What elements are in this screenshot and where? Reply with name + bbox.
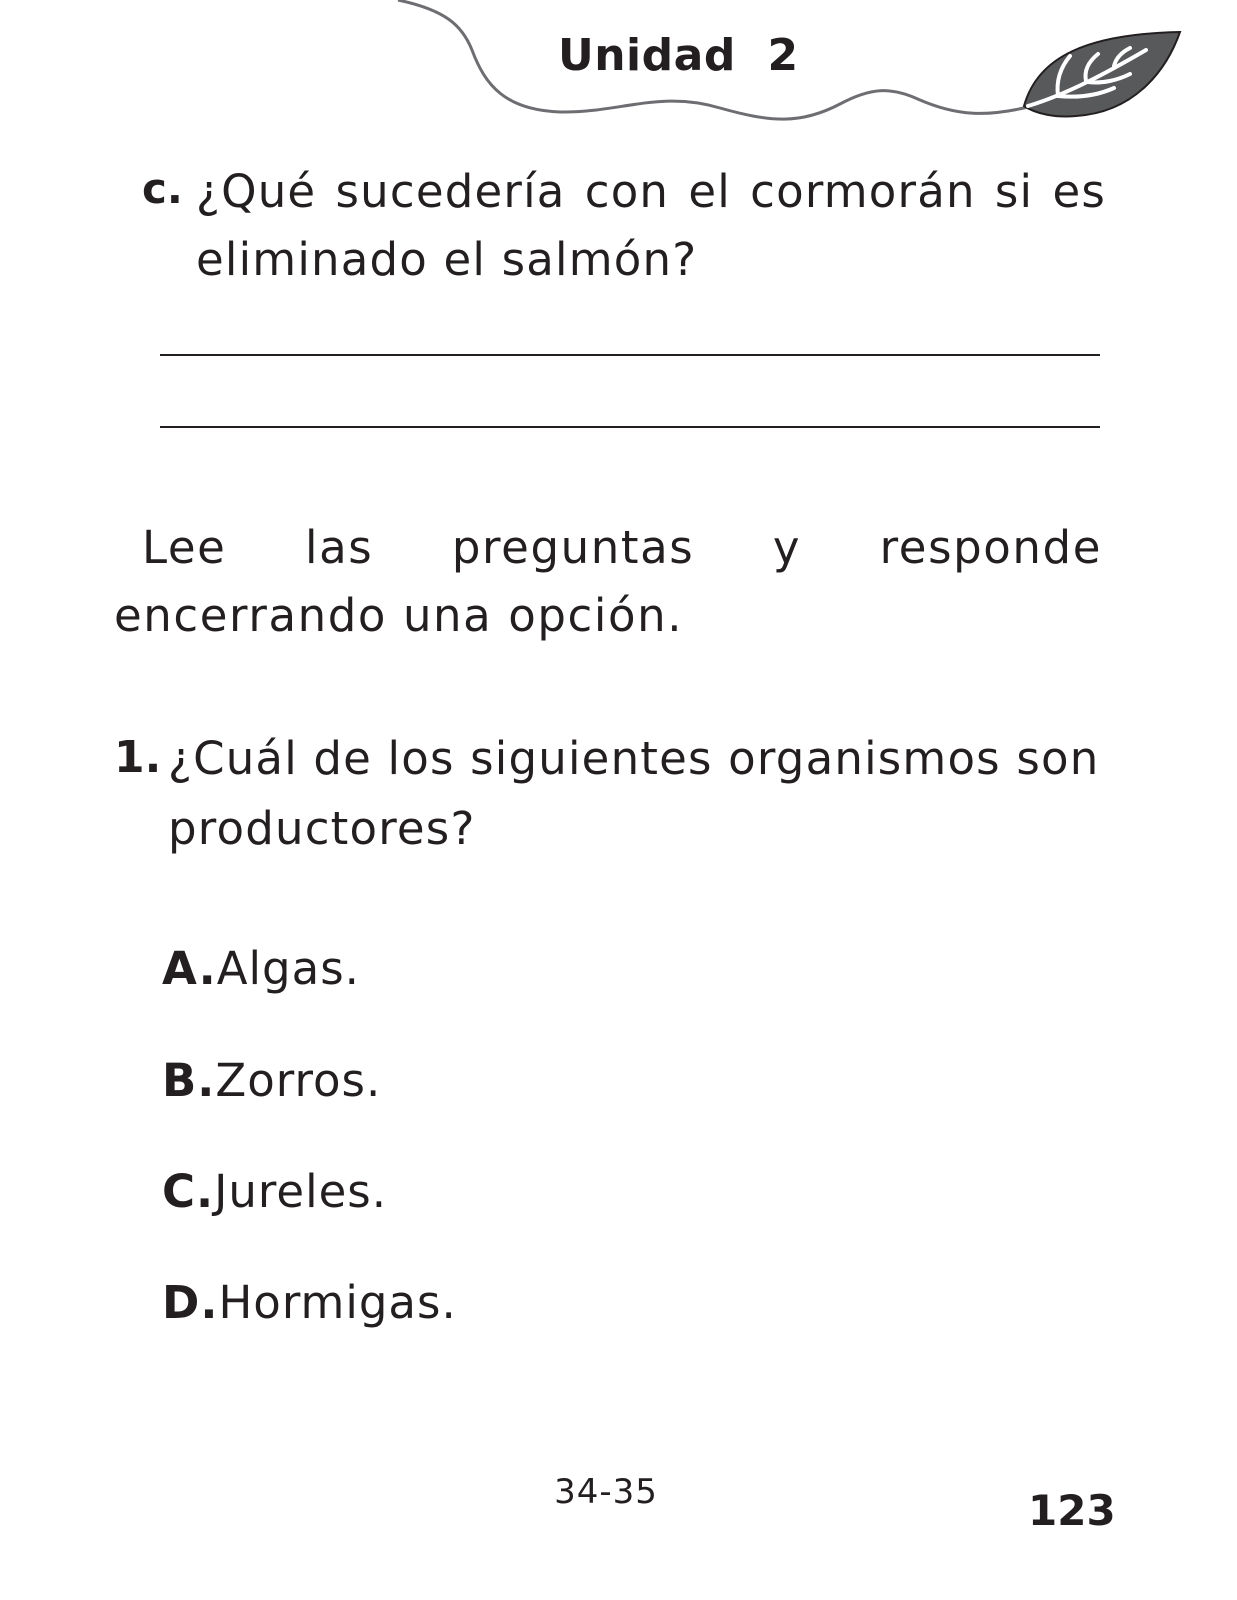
answer-line-2[interactable] (160, 426, 1100, 428)
question-c-label: c. (142, 164, 183, 213)
question-c-text: ¿Qué sucedería con el cormorán si es eliminado el salmón? (196, 165, 1106, 286)
option-c-letter: C. (162, 1165, 215, 1218)
option-a[interactable] (162, 942, 360, 995)
instruction-text: Lee las preguntas y responde encerrando una opción. (114, 521, 1102, 642)
option-c[interactable] (162, 1165, 387, 1218)
question-1-number: 1. (114, 732, 162, 783)
option-d[interactable] (162, 1276, 457, 1329)
option-a-text: Algas. (216, 942, 360, 995)
page-number: 123 (1028, 1486, 1116, 1535)
page-range: 34-35 (554, 1472, 658, 1512)
answer-line-1[interactable] (160, 354, 1100, 356)
option-d-letter: D. (162, 1276, 219, 1329)
leaf-icon (1018, 26, 1188, 126)
option-c-text: Jureles. (214, 1165, 388, 1218)
option-b-text: Zorros. (215, 1054, 382, 1107)
option-b[interactable] (162, 1054, 381, 1107)
unit-title: Unidad 2 (558, 30, 799, 81)
option-b-letter: B. (162, 1054, 216, 1107)
option-d-text: Hormigas. (218, 1276, 457, 1329)
question-1-text: ¿Cuál de los siguientes organismos son productores? (168, 732, 1100, 855)
option-a-letter: A. (162, 942, 217, 995)
